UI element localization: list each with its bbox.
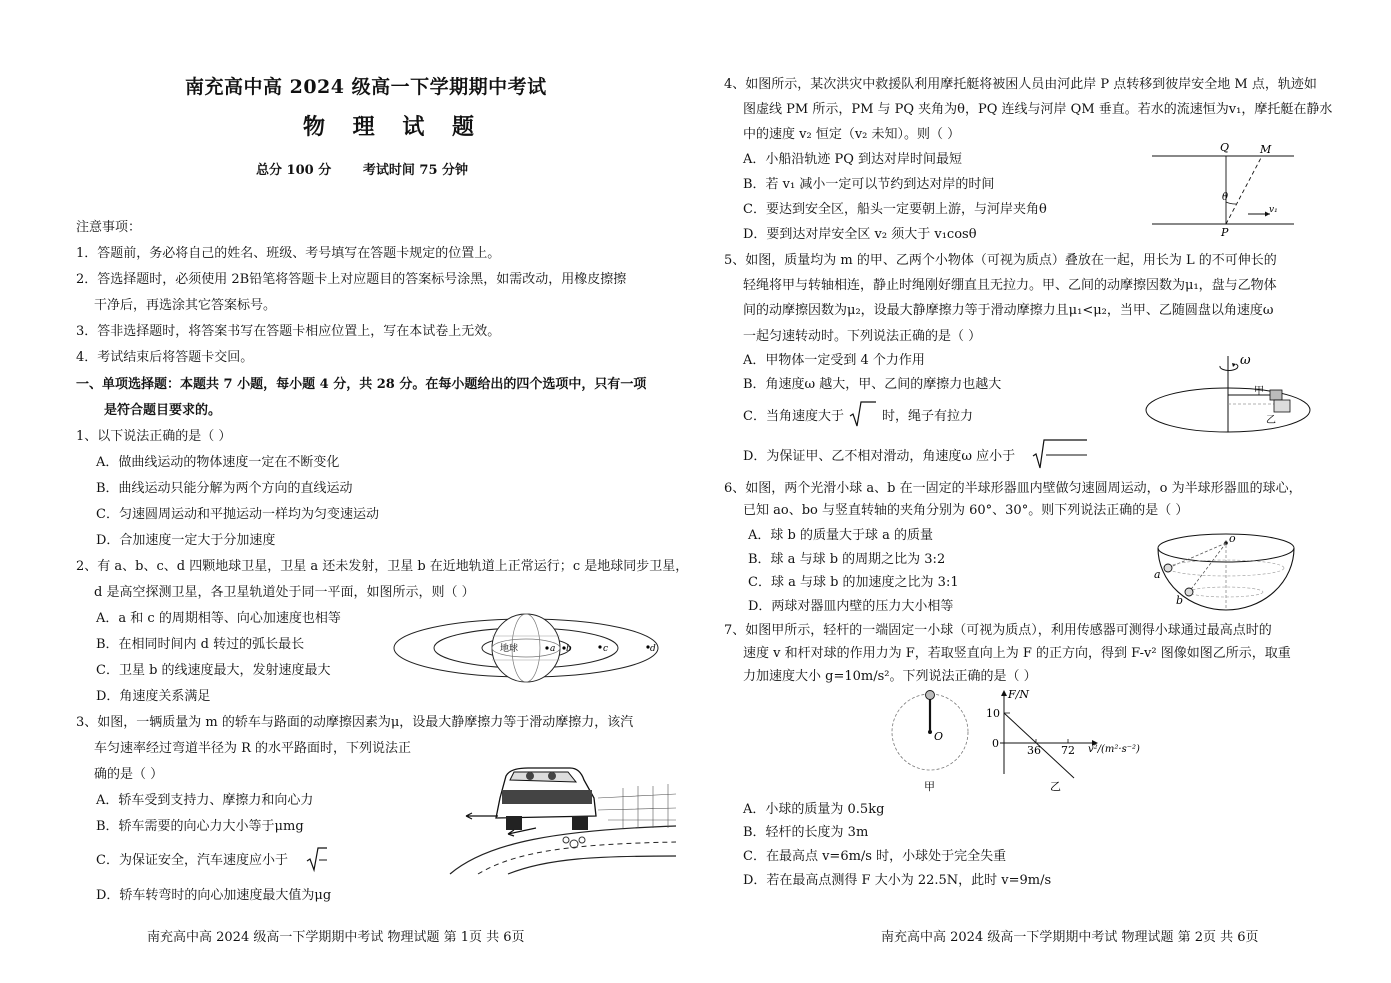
x-tick-36: 36 bbox=[1027, 744, 1041, 757]
q3-option-c: C．为保证安全，汽车速度应小于 bbox=[96, 853, 288, 868]
label-b: b bbox=[1176, 594, 1184, 607]
q2-stem-2: d 是高空探测卫星，各卫星轨道处于同一平面，如图所示，则（ ） bbox=[94, 585, 475, 600]
q3-stem-3: 确的是（ ） bbox=[94, 767, 164, 782]
q1-stem: 1、以下说法正确的是（ ） bbox=[76, 429, 232, 444]
notice-heading: 注意事项： bbox=[76, 220, 142, 235]
x-axis-label: v²/(m²·s⁻²) bbox=[1088, 744, 1140, 755]
q5-option-a: A．甲物体一定受到 4 个力作用 bbox=[743, 353, 925, 368]
sqrt-sign-icon bbox=[306, 846, 328, 872]
label-v1: v₁ bbox=[1269, 205, 1278, 215]
notice-2: 2．答选择题时，必须使用 2B铅笔将答题卡上对应题目的答案标号涂黑，如需改动，用橡皮擦擦 bbox=[76, 272, 627, 287]
q7-option-a: A．小球的质量为 0.5kg bbox=[743, 802, 885, 817]
hemisphere-bowl-figure bbox=[1154, 530, 1300, 612]
q2-option-c: C．卫星 b 的线速度最大，发射速度最大 bbox=[96, 663, 331, 678]
section-heading-cont: 是符合题目要求的。 bbox=[104, 403, 222, 418]
exam-title: 南充高中高 2024 级高一下学期期中考试 bbox=[185, 76, 547, 98]
q2-stem-1: 2、有 a、b、c、d 四颗地球卫星，卫星 a 还未发射，卫星 b 在近地轨道上正常运行；c 是地球同步卫星， bbox=[76, 559, 689, 574]
subject-title: 物 理 试 题 bbox=[303, 114, 484, 140]
label-c: c bbox=[603, 644, 609, 654]
section-heading: 一、单项选择题：本题共 7 小题，每小题 4 分，共 28 分。在每小题给出的四个选项中，只有一项 bbox=[76, 377, 647, 392]
q2-option-b: B．在相同时间内 d 转过的弧长最长 bbox=[96, 637, 305, 652]
label-yi: 乙 bbox=[1266, 415, 1276, 426]
q5-stem-4: 一起匀速转动时。下列说法正确的是（ ） bbox=[743, 329, 982, 344]
q7-stem-3: 力加速度大小 g=10m/s²。下列说法正确的是（ ） bbox=[743, 669, 1037, 684]
q5-option-b: B．角速度ω 越大，甲、乙间的摩擦力也越大 bbox=[743, 377, 1002, 392]
exam-meta: 总分 100 分 考试时间 75 分钟 bbox=[256, 163, 469, 178]
q5-option-d: D．为保证甲、乙不相对滑动，角速度ω 应小于 bbox=[743, 449, 1016, 464]
q6-option-d: D．两球对器皿内壁的压力大小相等 bbox=[748, 599, 954, 614]
q4-option-c: C．要达到安全区，船头一定要朝上游，与河岸夹角θ bbox=[743, 202, 1047, 217]
y-axis-label: F/N bbox=[1008, 688, 1029, 701]
f-v2-graph bbox=[984, 688, 1158, 794]
q6-option-c: C．球 a 与球 b 的加速度之比为 3:1 bbox=[748, 575, 959, 590]
q3-option-d: D．轿车转弯时的向心加速度最大值为μg bbox=[96, 888, 332, 903]
rotating-disc-figure bbox=[1144, 352, 1316, 436]
exam-page-1 bbox=[0, 0, 695, 983]
satellite-orbit-figure bbox=[390, 612, 662, 686]
q4-stem-3: 中的速度 v₂ 恒定（v₂ 未知）。则（ ） bbox=[743, 127, 961, 142]
label-Q: Q bbox=[1220, 141, 1230, 154]
label-a: a bbox=[550, 644, 556, 654]
q7-option-b: B．轻杆的长度为 3m bbox=[743, 825, 869, 840]
label-a: a bbox=[1154, 568, 1161, 581]
q7-option-c: C．在最高点 v=6m/s 时，小球处于完全失重 bbox=[743, 849, 1007, 864]
sqrt-sign-icon bbox=[1032, 438, 1088, 470]
q2-option-d: D．角速度关系满足 bbox=[96, 689, 211, 704]
label-yi: 乙 bbox=[1050, 780, 1061, 793]
q4-option-a: A．小船沿轨迹 PQ 到达对岸时间最短 bbox=[743, 152, 963, 167]
q6-option-b: B．球 a 与球 b 的周期之比为 3:2 bbox=[748, 552, 946, 567]
q6-stem-2: 已知 ao、bo 与竖直转轴的夹角分别为 60°、30°。则下列说法正确的是（ ） bbox=[743, 503, 1189, 518]
q7-stem-1: 7、如图甲所示，轻杆的一端固定一小球（可视为质点），利用传感器可测得小球通过最高点时的 bbox=[724, 623, 1272, 638]
page-1-footer: 南充高中高 2024 级高一下学期期中考试 物理试题 第 1页 共 6页 bbox=[147, 930, 525, 945]
label-o: o bbox=[1229, 532, 1236, 545]
x-tick-72: 72 bbox=[1061, 744, 1075, 757]
car-on-curve-figure bbox=[448, 758, 678, 876]
notice-4: 4．考试结束后将答题卡交回。 bbox=[76, 350, 254, 365]
sqrt-sign-icon bbox=[849, 400, 877, 428]
label-omega: ω bbox=[1240, 353, 1251, 368]
q5-option-c-tail: 时，绳子有拉力 bbox=[882, 409, 974, 424]
q1-option-c: C．匀速圆周运动和平抛运动一样均为匀变速运动 bbox=[96, 507, 379, 522]
q4-stem-2: 图虚线 PM 所示，PM 与 PQ 夹角为θ，PQ 连线与河岸 QM 垂直。若水的流速恒为v₁，摩托艇在静水 bbox=[743, 102, 1333, 117]
river-crossing-figure bbox=[1150, 140, 1296, 239]
notice-3: 3．答非选择题时，将答案书写在答题卡相应位置上，写在本试卷上无效。 bbox=[76, 324, 501, 339]
q4-option-d: D．要到达对岸安全区 v₂ 须大于 v₁cosθ bbox=[743, 227, 977, 242]
q5-stem-2: 轻绳将甲与转轴相连，静止时绳刚好绷直且无拉力。甲、乙间的动摩擦因数为μ₁，盘与乙物体 bbox=[743, 278, 1277, 293]
q4-stem-1: 4、如图所示，某次洪灾中救援队利用摩托艇将被困人员由河此岸 P 点转移到彼岸安全地 M 点，轨迹如 bbox=[724, 77, 1317, 92]
origin-label: 0 bbox=[992, 737, 999, 750]
q5-stem-3: 间的动摩擦因数为μ₂，设最大静摩擦力等于滑动摩擦力且μ₁<μ₂，当甲、乙随圆盘以角速度ω bbox=[743, 303, 1274, 318]
notice-1: 1．答题前，务必将自己的姓名、班级、考号填写在答题卡规定的位置上。 bbox=[76, 246, 501, 261]
q4-option-b: B．若 v₁ 减小一定可以节约到达对岸的时间 bbox=[743, 177, 995, 192]
q1-option-d: D．合加速度一定大于分加速度 bbox=[96, 533, 276, 548]
q7-stem-2: 速度 v 和杆对球的作用力为 F，若取竖直向上为 F 的正方向，得到 F-v² 图像如图乙所示，取重 bbox=[743, 646, 1291, 661]
label-M: M bbox=[1260, 143, 1272, 156]
page-2-footer: 南充高中高 2024 级高一下学期期中考试 物理试题 第 2页 共 6页 bbox=[881, 930, 1259, 945]
label-d: d bbox=[650, 644, 656, 654]
q2-option-a: A．a 和 c 的周期相等、向心加速度也相等 bbox=[96, 611, 341, 626]
q7-option-d: D．若在最高点测得 F 大小为 22.5N，此时 v=9m/s bbox=[743, 873, 1052, 888]
label-jia: 甲 bbox=[924, 780, 935, 793]
label-theta: θ bbox=[1222, 192, 1229, 203]
q6-option-a: A．球 b 的质量大于球 a 的质量 bbox=[748, 528, 933, 543]
q3-stem-2: 车匀速率经过弯道半径为 R 的水平路面时，下列说法正 bbox=[94, 741, 412, 756]
label-P: P bbox=[1221, 226, 1229, 239]
q5-option-c: C．当角速度大于 bbox=[743, 409, 844, 424]
q3-option-a: A．轿车受到支持力、摩擦力和向心力 bbox=[96, 793, 314, 808]
q3-stem-1: 3、如图，一辆质量为 m 的轿车与路面的动摩擦因素为μ，设最大静摩擦力等于滑动摩擦力，该汽 bbox=[76, 715, 634, 730]
label-O: O bbox=[934, 730, 944, 743]
label-jia: 甲 bbox=[1254, 386, 1264, 397]
y-tick-10: 10 bbox=[986, 707, 1000, 720]
q1-option-b: B．曲线运动只能分解为两个方向的直线运动 bbox=[96, 481, 353, 496]
label-b: b bbox=[566, 644, 572, 654]
notice-2-cont: 干净后，再选涂其它答案标号。 bbox=[94, 298, 277, 313]
earth-label: 地球 bbox=[500, 644, 519, 654]
q3-option-b: B．轿车需要的向心力大小等于μmg bbox=[96, 819, 304, 834]
rod-ball-figure bbox=[890, 688, 974, 794]
q5-stem-1: 5、如图，质量均为 m 的甲、乙两个小物体（可视为质点）叠放在一起，用长为 L 的不可伸长的 bbox=[724, 253, 1277, 268]
q6-stem-1: 6、如图，两个光滑小球 a、b 在一固定的半球形器皿内壁做匀速圆周运动，o 为半球形器皿的球心， bbox=[724, 481, 1302, 496]
q1-option-a: A．做曲线运动的物体速度一定在不断变化 bbox=[96, 455, 340, 470]
exam-page-2 bbox=[696, 0, 1391, 983]
